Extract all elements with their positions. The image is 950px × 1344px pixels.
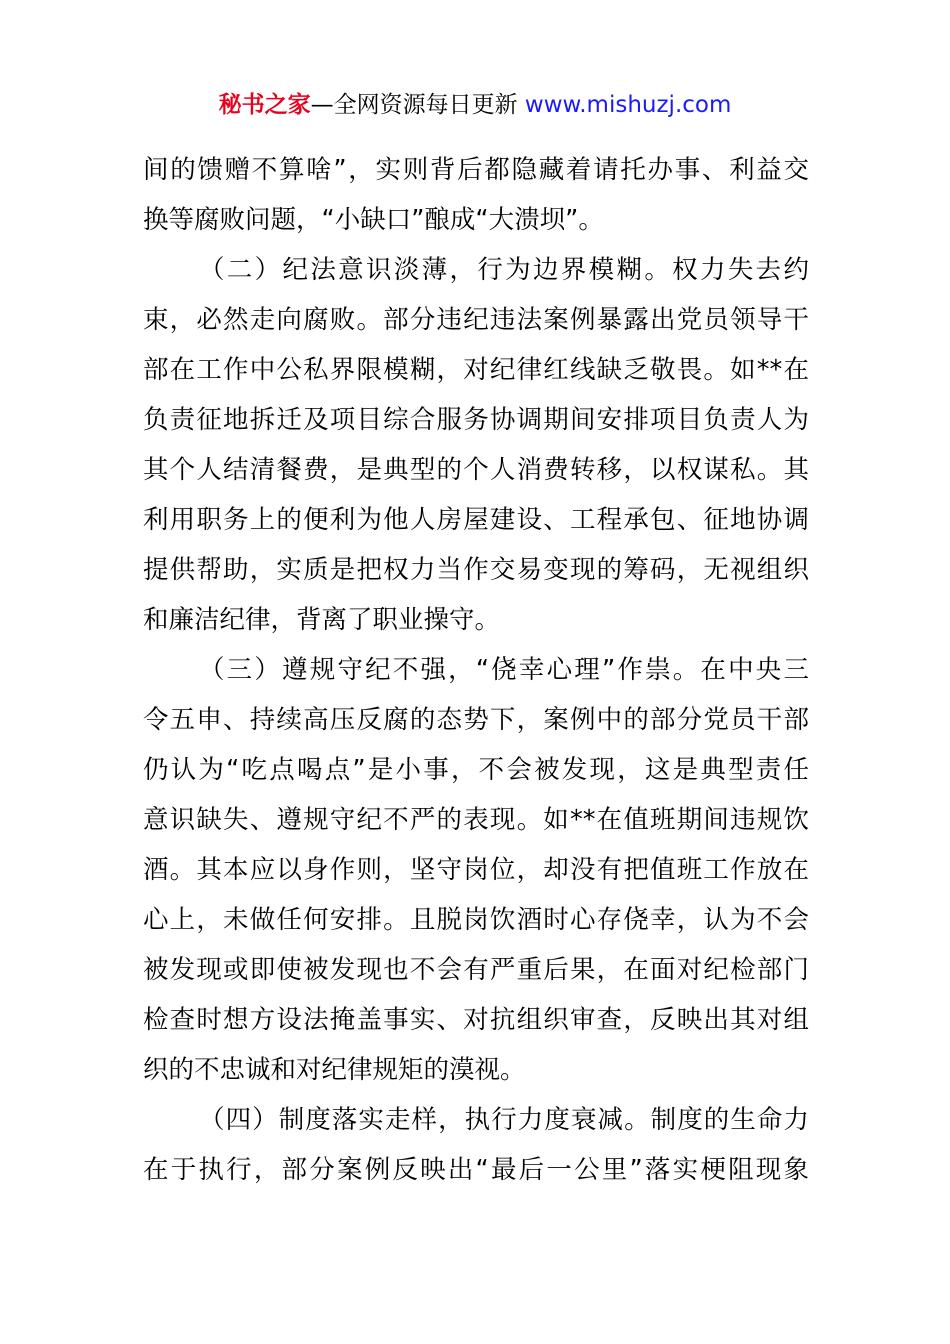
- text-line: 意识缺失、遵规守纪不严的表现。如**在值班期间违规饮: [143, 805, 809, 835]
- text-line: 提供帮助，实质是把权力当作交易变现的筹码，无视组织: [143, 555, 809, 585]
- text-line: 束，必然走向腐败。部分违纪违法案例暴露出党员领导干: [143, 305, 809, 335]
- text-line: 和廉洁纪律，背离了职业操守。: [143, 605, 501, 635]
- text-line: （二）纪法意识淡薄，行为边界模糊。权力失去约: [199, 255, 809, 285]
- site-tagline: —全网资源每日更新: [310, 92, 525, 118]
- site-url-link[interactable]: www.mishuzj.com: [524, 92, 732, 118]
- text-line: 部在工作中公私界限模糊，对纪律红线缺乏敬畏。如**在: [143, 355, 809, 385]
- text-line: 负责征地拆迁及项目综合服务协调期间安排项目负责人为: [143, 405, 809, 435]
- text-line: 间的馈赠不算啥”，实则背后都隐藏着请托办事、利益交: [143, 155, 809, 185]
- text-line: 心上，未做任何安排。且脱岗饮酒时心存侥幸，认为不会: [143, 905, 809, 935]
- text-line: 检查时想方设法掩盖事实、对抗组织审查，反映出其对组: [143, 1005, 809, 1035]
- text-line: 酒。其本应以身作则，坚守岗位，却没有把值班工作放在: [143, 855, 809, 885]
- text-line: 织的不忠诚和对纪律规矩的漠视。: [143, 1055, 526, 1085]
- text-line: 仍认为“吃点喝点”是小事，不会被发现，这是典型责任: [143, 755, 809, 785]
- site-brand: 秘书之家: [218, 92, 311, 118]
- text-line: （四）制度落实走样，执行力度衰减。制度的生命力: [199, 1105, 809, 1135]
- site-header: [0, 88, 950, 122]
- text-line: 利用职务上的便利为他人房屋建设、工程承包、征地协调: [143, 505, 809, 535]
- text-line: 换等腐败问题，“小缺口”酿成“大溃坝”。: [143, 205, 604, 235]
- text-line: （三）遵规守纪不强，“侥幸心理”作祟。在中央三: [199, 655, 809, 685]
- text-line: 在于执行，部分案例反映出“最后一公里”落实梗阻现象: [143, 1155, 809, 1185]
- text-line: 令五申、持续高压反腐的态势下，案例中的部分党员干部: [143, 705, 809, 735]
- text-line: 其个人结清餐费，是典型的个人消费转移，以权谋私。其: [143, 455, 809, 485]
- document-body: [143, 145, 809, 1195]
- text-line: 被发现或即使被发现也不会有严重后果，在面对纪检部门: [143, 955, 809, 985]
